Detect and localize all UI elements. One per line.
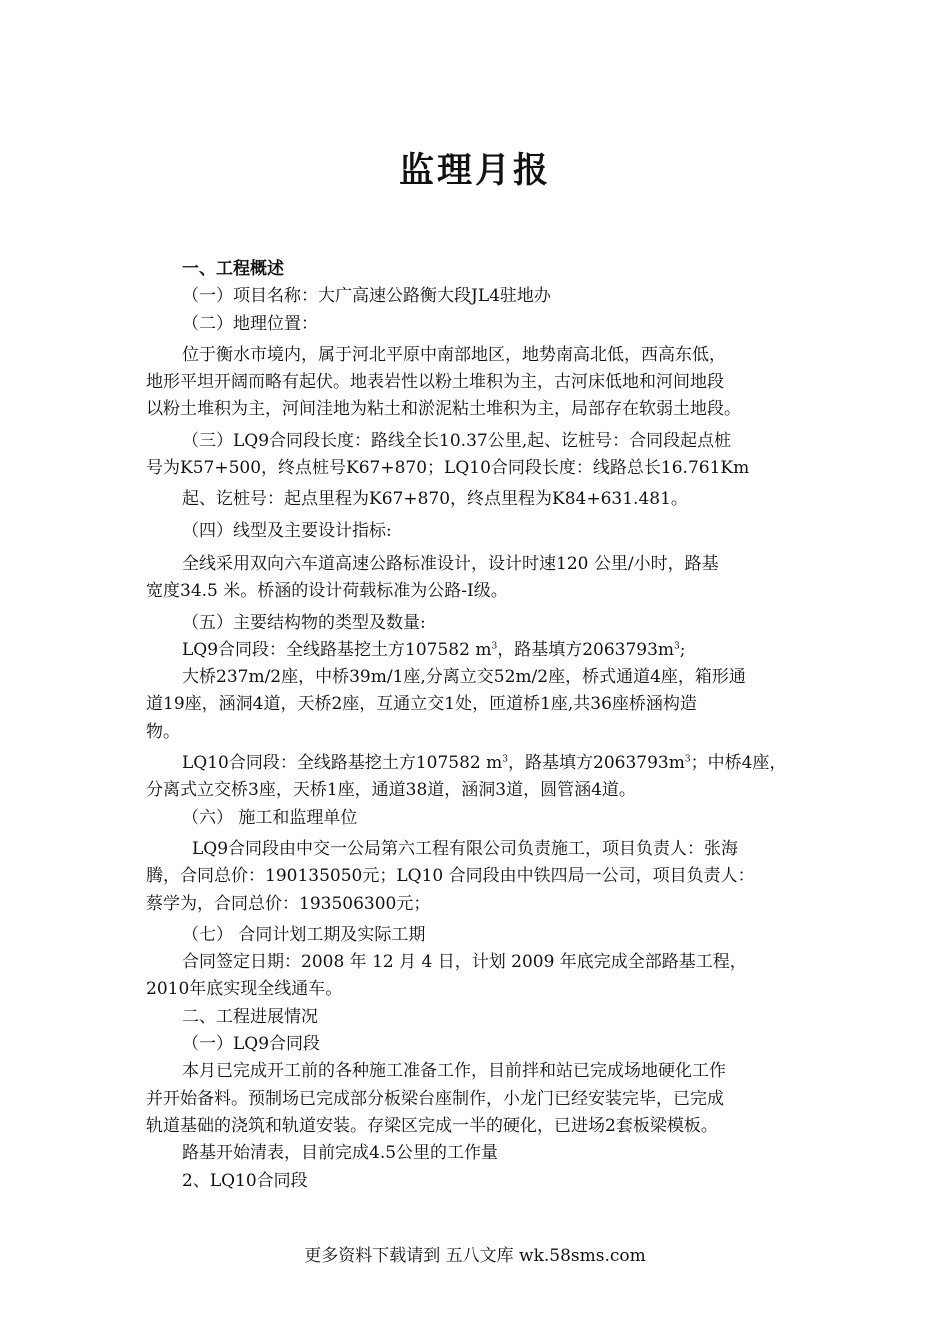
progress-line-2: 并开始备料。预制场已完成部分板梁台座制作，小龙门已经安装完毕，已完成 xyxy=(146,1088,724,1109)
progress-line-3: 轨道基础的浇筑和轨道安装。存梁区完成一半的硬化，已进场2套板梁模板。 xyxy=(146,1115,718,1136)
download-footer: 更多资料下载请到 五八文库 wk.58sms.com xyxy=(304,1246,646,1266)
lq9-earth-text-3: ; xyxy=(679,639,686,660)
lq9-earth-text-1: LQ9合同段：全线路基挖土方107582 m xyxy=(182,639,492,660)
lq9-earth-sup-2: 3 xyxy=(674,641,680,652)
progress-line-1: 本月已完成开工前的各种施工准备工作，目前拌和站已完成场地硬化工作 xyxy=(182,1061,726,1082)
lq10-earth-text-3: ；中桥4座， xyxy=(690,753,787,774)
lq9-earthwork xyxy=(146,637,816,664)
lq9-structures-line-1: 大桥237m/2座，中桥39m/1座,分离立交52m/2座，桥式通道4座，箱形通 xyxy=(182,667,746,688)
page-title: 监理月报 xyxy=(398,150,551,191)
schedule-line-2: 2010年底实现全线通车。 xyxy=(146,979,343,1000)
location-heading: （二）地理位置： xyxy=(182,313,318,334)
section-heading-overview: 一、工程概述 xyxy=(182,259,284,279)
structures-heading: （五）主要结构物的类型及数量: xyxy=(182,612,426,633)
lq10-subheading: 2、LQ10合同段 xyxy=(182,1170,308,1191)
lq10-earth-sup-1: 3 xyxy=(502,754,509,765)
lq9-earth-text-2: ，路基填方2063793m xyxy=(497,639,675,660)
design-heading: （四）线型及主要设计指标: xyxy=(182,520,392,541)
units-line-2: 腾，合同总价：190135050元；LQ10 合同段由中铁四局一公司，项目负责人： xyxy=(146,866,755,887)
lq9-earth-sup-1: 3 xyxy=(491,641,498,652)
length-line-2: 号为K57+500，终点桩号K67+870；LQ10合同段长度：线路总长16.761Km xyxy=(146,458,750,479)
lq9-structures-line-2: 道19座，涵洞4道，天桥2座，互通立交1处，匝道桥1座,共36座桥涵构造 xyxy=(146,694,697,715)
geo-line-3: 以粉土堆积为主，河间洼地为粘土和淤泥粘土堆积为主，局部存在软弱土地段。 xyxy=(146,399,741,420)
lq10-structures: 分离式立交桥3座，天桥1座，通道38道，涵洞3道，圆管涵4道。 xyxy=(146,780,636,801)
units-line-1: LQ9合同段由中交一公局第六工程有限公司负责施工，项目负责人：张海 xyxy=(192,838,739,859)
project-name: （一）项目名称：大广高速公路衡大段JL4驻地办 xyxy=(182,286,551,307)
units-line-3: 蔡学为，合同总价：193506300元； xyxy=(146,893,431,914)
design-line-2: 宽度34.5 米。桥涵的设计荷载标准为公路-Ⅰ级。 xyxy=(146,581,508,602)
lq10-earthwork xyxy=(146,750,816,777)
schedule-line-1: 合同签定日期：2008 年 12 月 4 日，计划 2009 年底完成全部路基工程， xyxy=(182,952,747,973)
schedule-heading: （七） 合同计划工期及实际工期 xyxy=(182,924,426,945)
lq10-earth-text-2: ，路基填方2063793m xyxy=(508,753,685,774)
section-heading-progress: 二、工程进展情况 xyxy=(182,1006,318,1027)
lq10-earth-text-1: LQ10合同段：全线路基挖土方107582 m xyxy=(182,753,503,774)
lq9-subheading: （一）LQ9合同段 xyxy=(182,1034,321,1055)
document-body xyxy=(146,256,816,1195)
length-line-3: 起、讫桩号：起点里程为K67+870，终点里程为K84+631.481。 xyxy=(182,489,688,510)
geo-line-1: 位于衡水市境内，属于河北平原中南部地区，地势南高北低，西高东低， xyxy=(182,344,726,365)
length-line-1: （三）LQ9合同段长度：路线全长10.37公里,起、讫桩号：合同段起点桩 xyxy=(182,430,732,451)
lq9-structures-line-3: 物。 xyxy=(146,721,180,742)
geo-line-2: 地形平坦开阔而略有起伏。地表岩性以粉土堆积为主，古河床低地和河间地段 xyxy=(146,372,724,393)
subgrade-progress: 路基开始清表，目前完成4.5公里的工作量 xyxy=(182,1143,499,1164)
design-line-1: 全线采用双向六车道高速公路标准设计，设计时速120 公里/小时，路基 xyxy=(182,553,719,574)
units-heading: （六） 施工和监理单位 xyxy=(182,807,358,828)
lq10-earth-sup-2: 3 xyxy=(684,754,691,765)
